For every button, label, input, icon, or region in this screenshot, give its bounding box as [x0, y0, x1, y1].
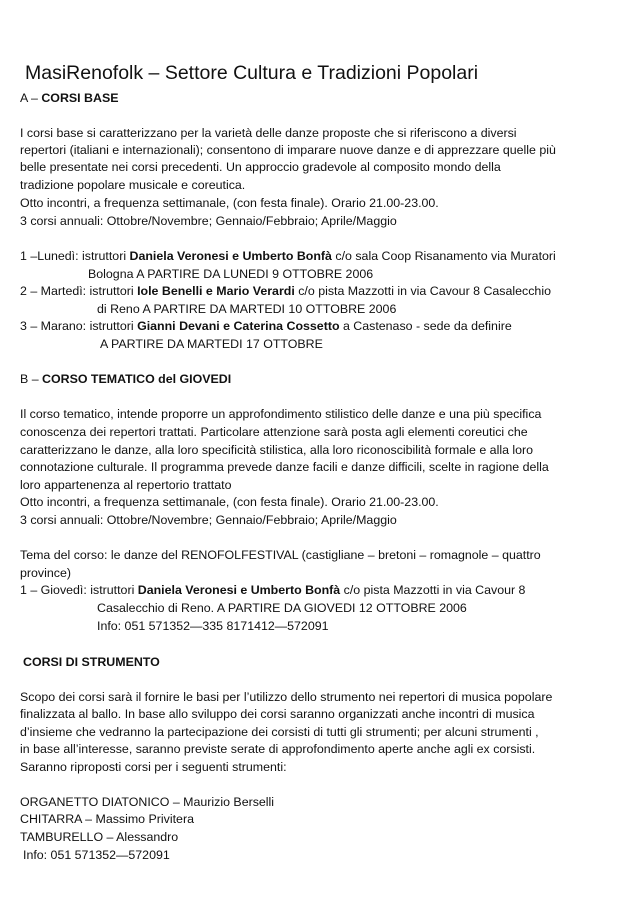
page-title: MasiRenofolk – Settore Cultura e Tradizioni Popolari	[25, 62, 479, 84]
section-a-text-line: I corsi base si caratterizzano per la varietà delle danze proposte che si riferiscono a diversi	[20, 126, 517, 140]
section-b-text-line: loro appartenenza al repertorio trattato	[20, 478, 232, 492]
section-c-text-line: Saranno riproposti corsi per i seguenti strumenti:	[20, 760, 287, 774]
section-b-title: CORSO TEMATICO del GIOVEDI	[42, 372, 232, 386]
section-b-prefix: B –	[20, 372, 43, 386]
section-b-text-line: connotazione culturale. Il programma prevede danze facili e danze difficili, scelte in ragione della	[20, 460, 549, 474]
course-a3-location: a Castenaso - sede da definire	[339, 319, 512, 333]
instrument-item: TAMBURELLO – Alessandro	[20, 830, 179, 844]
section-a-text-line: repertori (italiani e internazionali); consentono di imparare nuove danze e di apprezzare quelle più	[20, 143, 556, 157]
course-b1-day: 1 – Giovedì: istruttori	[20, 583, 138, 597]
section-a-heading	[20, 89, 118, 107]
course-b1-location: c/o pista Mazzotti in via Cavour 8	[340, 583, 526, 597]
section-c-text-line: in base all’interesse, saranno previste serate di approfondimento aperte anche agli ex corsisti.	[20, 742, 536, 756]
section-c-text-line: d’insieme che vedranno la partecipazione dei corsisti di tutti gli strumenti; per alcuni strumenti ,	[20, 725, 539, 739]
course-a3-instructors: Gianni Devani e Caterina Cossetto	[137, 319, 340, 333]
section-a-text-line: belle presentate nei corsi precedenti. Un approccio gradevole al composito mondo della	[20, 160, 501, 174]
course-a2-start: di Reno A PARTIRE DA MARTEDI 10 OTTOBRE 2006	[97, 302, 397, 316]
section-a-text-line: tradizione popolare musicale e coreutica.	[20, 178, 246, 192]
course-b1-info: Info: 051 571352—335 8171412—572091	[97, 619, 329, 633]
course-b1-line	[20, 581, 525, 599]
course-a2-location: c/o pista Mazzotti in via Cavour 8 Casalecchio	[294, 284, 551, 298]
section-a-title: CORSI BASE	[41, 91, 119, 105]
course-a1-location: c/o sala Coop Risanamento via Muratori	[331, 249, 556, 263]
section-b-theme: Tema del corso: le danze del RENOFOLFESTIVAL (castigliane – bretoni – romagnole – quattro	[20, 548, 541, 562]
course-a1-day: 1 –Lunedì: istruttori	[20, 249, 130, 263]
course-a1-instructors: Daniela Veronesi e Umberto Bonfà	[129, 249, 332, 263]
instrument-item: ORGANETTO DIATONICO – Maurizio Berselli	[20, 795, 275, 809]
course-a3-line	[20, 317, 512, 335]
course-a2-day: 2 – Martedì: istruttori	[20, 284, 138, 298]
section-b-text-line: caratterizzano le danze, alla loro specificità stilistica, alla loro riconoscibilità formale e alla loro	[20, 443, 534, 457]
course-a1-start: Bologna A PARTIRE DA LUNEDI 9 OTTOBRE 2006	[88, 267, 374, 281]
course-b1-instructors: Daniela Veronesi e Umberto Bonfà	[137, 583, 341, 597]
section-c-text-line: finalizzata al ballo. In base allo sviluppo dei corsi saranno organizzati anche incontri di musica	[20, 707, 535, 721]
instrument-item: CHITARRA – Massimo Privitera	[20, 812, 194, 826]
course-a2-instructors: Iole Benelli e Mario Verardi	[137, 284, 295, 298]
course-a1-line	[20, 247, 556, 265]
section-a-prefix: A –	[20, 91, 42, 105]
section-c-text-line: Scopo dei corsi sarà il fornire le basi per l’utilizzo dello strumento nei repertori di musica popolare	[20, 690, 553, 704]
course-a3-day: 3 – Marano: istruttori	[20, 319, 138, 333]
section-b-schedule: Otto incontri, a frequenza settimanale, (con festa finale). Orario 21.00-23.00.	[20, 495, 439, 509]
section-b-calendar: 3 corsi annuali: Ottobre/Novembre; Gennaio/Febbraio; Aprile/Maggio	[20, 513, 397, 527]
section-b-text-line: conoscenza dei repertori trattati. Particolare attenzione sarà posta agli elementi coreutici che	[20, 425, 528, 439]
course-a3-start: A PARTIRE DA MARTEDI 17 OTTOBRE	[100, 337, 323, 351]
section-c-info: Info: 051 571352—572091	[23, 848, 170, 862]
section-a-calendar: 3 corsi annuali: Ottobre/Novembre; Gennaio/Febbraio; Aprile/Maggio	[20, 214, 397, 228]
course-a2-line	[20, 282, 551, 300]
section-b-theme-cont: province)	[20, 566, 71, 580]
course-b1-start: Casalecchio di Reno. A PARTIRE DA GIOVEDI 12 OTTOBRE 2006	[97, 601, 467, 615]
section-a-schedule: Otto incontri, a frequenza settimanale, (con festa finale). Orario 21.00-23.00.	[20, 196, 439, 210]
section-b-heading	[20, 370, 231, 388]
section-c-heading: CORSI DI STRUMENTO	[23, 655, 160, 669]
section-b-text-line: Il corso tematico, intende proporre un approfondimento stilistico delle danze e una più specifica	[20, 407, 542, 421]
